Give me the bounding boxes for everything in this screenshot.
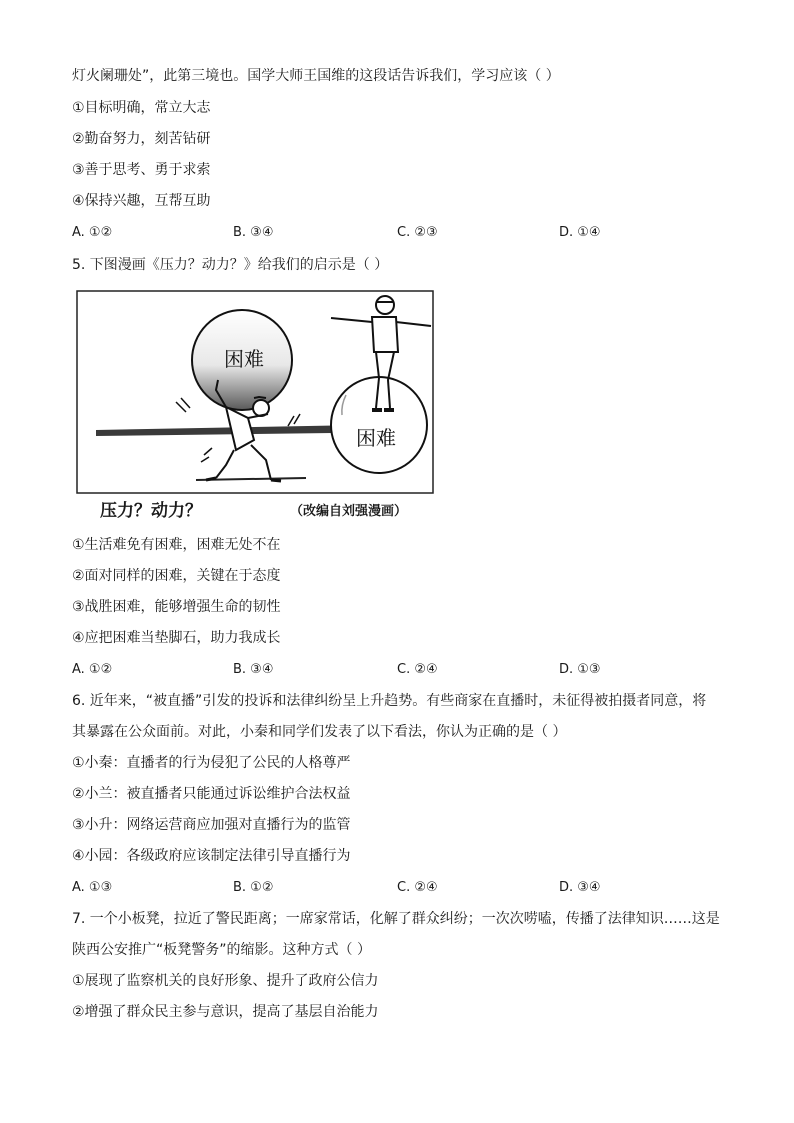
- q6-option-c[interactable]: C. ②④: [397, 880, 438, 895]
- q5-option-d[interactable]: D. ①③: [559, 662, 601, 677]
- q5-item-3: ③战胜困难，能够增强生命的韧性: [72, 599, 281, 615]
- q6-item-4: ④小园：各级政府应该制定法律引导直播行为: [72, 848, 351, 864]
- q4-item-4: ④保持兴趣，互帮互助: [72, 193, 211, 209]
- big-ball-label: 困难: [224, 347, 264, 371]
- q5-option-c[interactable]: C. ②④: [397, 662, 438, 677]
- small-difficulty-ball: [331, 377, 427, 473]
- q7-item-2: ②增强了群众民主参与意识，提高了基层自治能力: [72, 1004, 379, 1020]
- cartoon-source: （改编自刘强漫画）: [290, 504, 408, 519]
- q6-item-2: ②小兰：被直播者只能通过诉讼维护合法权益: [72, 786, 351, 802]
- q6-item-1: ①小秦：直播者的行为侵犯了公民的人格尊严: [72, 755, 351, 771]
- q4-option-a[interactable]: A. ①②: [72, 225, 113, 240]
- q5-item-2: ②面对同样的困难，关键在于态度: [72, 568, 281, 584]
- q5-item-1: ①生活难免有困难，困难无处不在: [72, 537, 281, 553]
- cartoon-illustration: [76, 290, 434, 494]
- q4-option-b[interactable]: B. ③④: [233, 225, 274, 240]
- q6-stem-line-1: 6. 近年来，“被直播”引发的投诉和法律纠纷呈上升趋势。有些商家在直播时，未征得被拍摄者同意，将: [72, 693, 707, 709]
- q6-option-d[interactable]: D. ③④: [559, 880, 601, 895]
- q4-item-1: ①目标明确，常立大志: [72, 100, 211, 116]
- cartoon-caption: 压力？动力？: [100, 501, 202, 521]
- q6-stem-line-2: 其暴露在公众面前。对此，小秦和同学们发表了以下看法，你认为正确的是（ ）: [72, 724, 567, 740]
- q5-option-b[interactable]: B. ③④: [233, 662, 274, 677]
- q7-stem-line-2: 陕西公安推广“板凳警务”的缩影。这种方式（ ）: [72, 942, 371, 958]
- q6-item-3: ③小升：网络运营商应加强对直播行为的监管: [72, 817, 351, 833]
- q7-item-1: ①展现了监察机关的良好形象、提升了政府公信力: [72, 973, 379, 989]
- q4-option-c[interactable]: C. ②③: [397, 225, 438, 240]
- q6-option-a[interactable]: A. ①③: [72, 880, 113, 895]
- q4-item-2: ②勤奋努力，刻苦钻研: [72, 131, 211, 147]
- q5-option-a[interactable]: A. ①②: [72, 662, 113, 677]
- q6-option-b[interactable]: B. ①②: [233, 880, 274, 895]
- q7-stem-line-1: 7. 一个小板凳，拉近了警民距离；一席家常话，化解了群众纠纷；一次次唠嗑，传播了法律知识……这是: [72, 911, 720, 927]
- q5-stem: 5. 下图漫画《压力？动力？》给我们的启示是（ ）: [72, 257, 389, 273]
- small-ball-label: 困难: [356, 426, 396, 450]
- q4-stem-continuation: 灯火阑珊处”，此第三境也。国学大师王国维的这段话告诉我们，学习应该（ ）: [72, 68, 560, 84]
- q4-option-d[interactable]: D. ①④: [559, 225, 601, 240]
- q5-item-4: ④应把困难当垫脚石，助力我成长: [72, 630, 281, 646]
- q4-item-3: ③善于思考、勇于求索: [72, 162, 211, 178]
